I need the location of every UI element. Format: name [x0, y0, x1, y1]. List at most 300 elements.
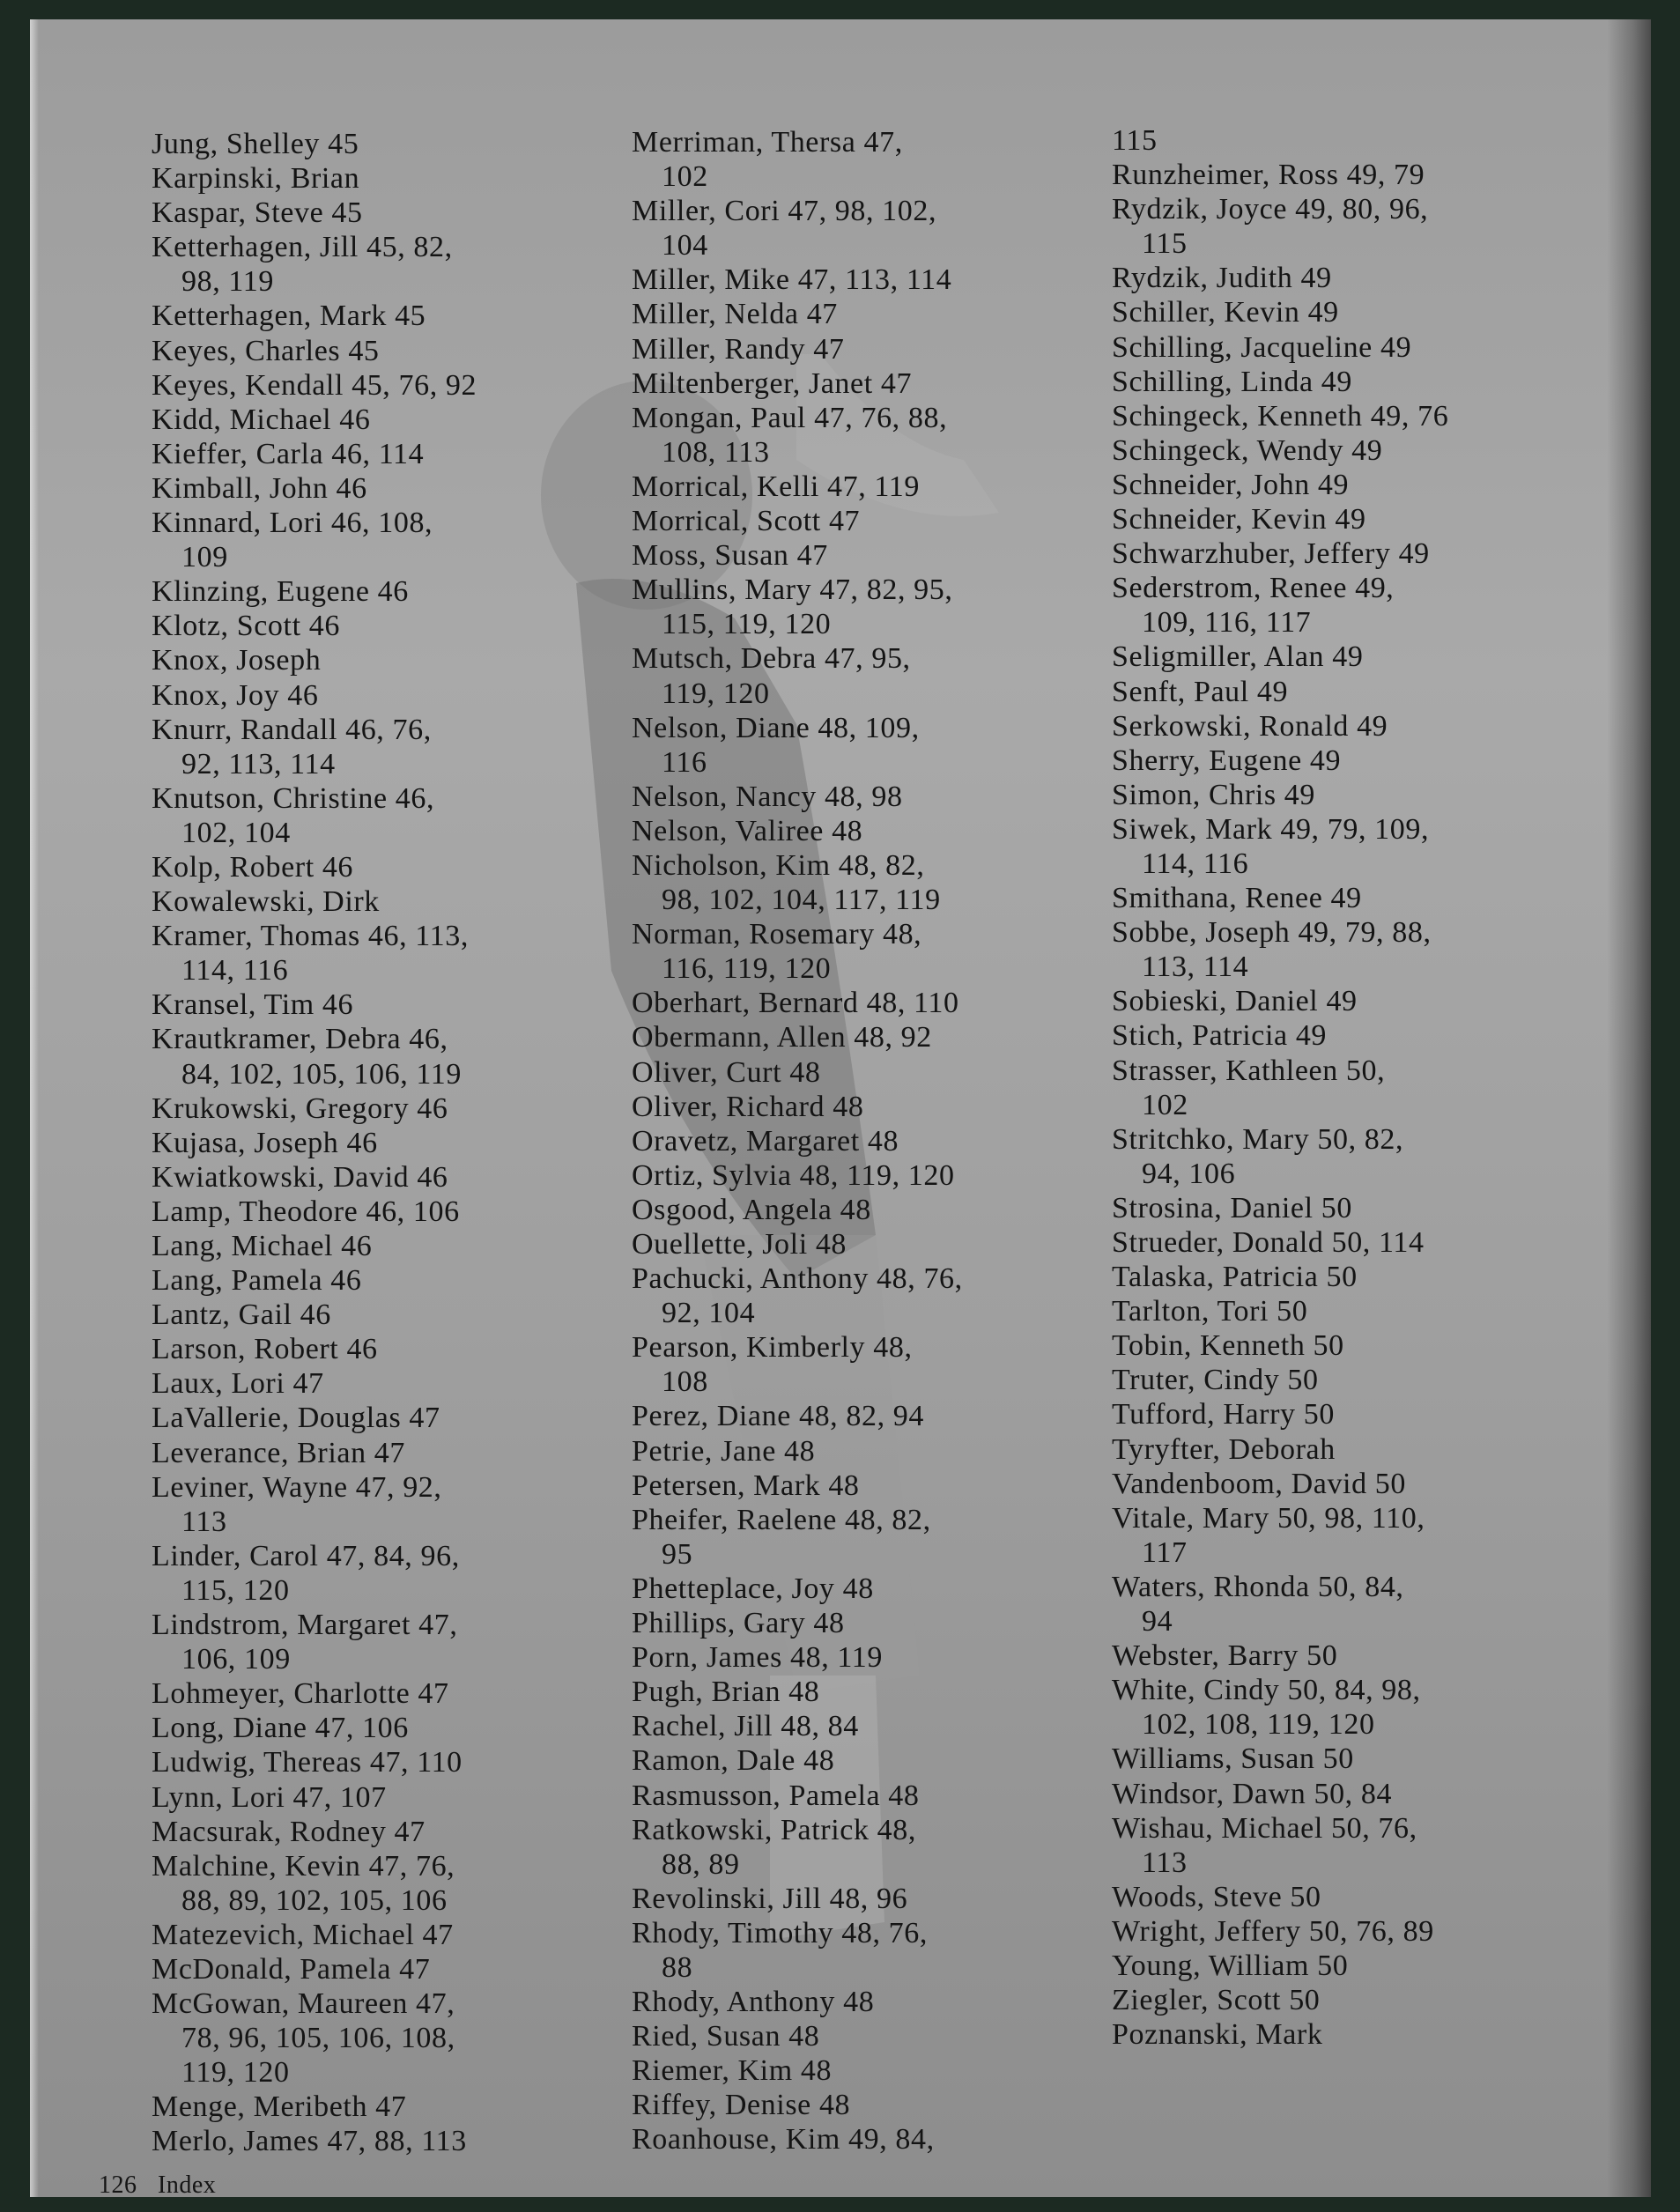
index-entry: [1112, 365, 1448, 399]
index-entry: [632, 1469, 963, 1503]
index-entry: [152, 988, 477, 1022]
index-entry: [632, 2053, 963, 2088]
entry-name-line: Phetteplace, Joy 48: [632, 1572, 874, 1605]
entry-page-continuation: 115, 119, 120: [662, 608, 832, 641]
index-entry: [1112, 1880, 1448, 1914]
entry-name-line: Wright, Jeffery 50, 76, 89: [1112, 1914, 1434, 1948]
index-entry: [632, 1779, 963, 1813]
index-entry: [632, 263, 963, 297]
entry-name-line: Malchine, Kevin 47, 76,: [152, 1849, 455, 1883]
entry-name-line: Senft, Paul 49: [1112, 675, 1289, 708]
entry-name-line: Keyes, Kendall 45, 76, 92: [152, 368, 477, 402]
entry-name-line: Laux, Lori 47: [152, 1367, 324, 1401]
index-entry: [152, 1986, 477, 2090]
index-entry: [152, 230, 477, 299]
entry-name-line: Riemer, Kim 48: [632, 2054, 833, 2088]
entry-page-continuation: 109, 116, 117: [1142, 606, 1312, 640]
entry-name-line: Runzheimer, Ross 49, 79: [1112, 159, 1425, 192]
entry-name-line: Kramer, Thomas 46, 113,: [152, 920, 469, 953]
entry-name-line: Oliver, Curt 48: [632, 1055, 821, 1089]
entry-name-line: Rachel, Jill 48, 84: [632, 1710, 859, 1743]
index-entry: [152, 1470, 477, 1539]
index-entry: [1112, 881, 1448, 915]
entry-name-line: Schingeck, Kenneth 49, 76: [1112, 399, 1449, 433]
entry-name-line: Miller, Randy 47: [632, 332, 845, 366]
entry-name-line: Klinzing, Eugene 46: [152, 575, 409, 609]
index-entry: [632, 332, 963, 366]
index-entry: [1112, 709, 1448, 743]
entry-name-line: Menge, Meribeth 47: [152, 2090, 407, 2124]
entry-name-line: Knutson, Christine 46,: [152, 781, 435, 815]
index-entry: [632, 538, 963, 573]
entry-name-line: Long, Diane 47, 106: [152, 1712, 409, 1745]
index-entry: [1112, 1328, 1448, 1363]
entry-name-line: Miltenberger, Janet 47: [632, 366, 913, 400]
index-entry: [632, 1985, 963, 2019]
index-entry: [1112, 571, 1448, 640]
index-entry: [152, 2090, 477, 2124]
entry-page-continuation: 102: [662, 160, 708, 194]
index-entry: [1112, 192, 1448, 261]
entry-name-line: Knox, Joy 46: [152, 678, 319, 712]
index-entry: [1112, 1501, 1448, 1570]
entry-name-line: Poznanski, Mark: [1112, 2018, 1323, 2052]
index-entry: [1112, 433, 1448, 468]
entry-name-line: Osgood, Angela 48: [632, 1193, 871, 1226]
index-entry: [632, 1882, 963, 1916]
entry-page-continuation: 117: [1142, 1535, 1188, 1569]
entry-name-line: McDonald, Pamela 47: [152, 1952, 431, 1986]
entry-name-line: 115: [1112, 124, 1158, 157]
entry-name-line: Stich, Patricia 49: [1112, 1019, 1328, 1053]
entry-name-line: Oberhart, Bernard 48, 110: [632, 987, 959, 1020]
entry-name-line: Ketterhagen, Mark 45: [152, 300, 426, 333]
entry-name-line: Pachucki, Anthony 48, 76,: [632, 1262, 963, 1296]
page-number: 126: [99, 2171, 137, 2197]
index-entry: [1112, 675, 1448, 709]
index-entry: [1112, 915, 1448, 984]
entry-name-line: Seligmiller, Alan 49: [1112, 640, 1364, 674]
entry-page-continuation: 94: [1142, 1605, 1173, 1639]
entry-page-continuation: 116, 119, 120: [662, 952, 832, 986]
entry-name-line: Knox, Joseph: [152, 644, 322, 677]
entry-name-line: Williams, Susan 50: [1112, 1742, 1354, 1776]
entry-name-line: Sederstrom, Renee 49,: [1112, 572, 1395, 605]
entry-page-continuation: 98, 102, 104, 117, 119: [662, 884, 941, 917]
entry-page-continuation: 113: [1142, 1846, 1188, 1879]
entry-name-line: Rhody, Anthony 48: [632, 1986, 875, 2019]
index-entry: [632, 1503, 963, 1572]
entry-name-line: Nelson, Nancy 48, 98: [632, 780, 903, 813]
entry-name-line: Smithana, Renee 49: [1112, 882, 1362, 915]
index-entry: [152, 1815, 477, 1849]
index-entry: [1112, 1432, 1448, 1467]
entry-name-line: Strasser, Kathleen 50,: [1112, 1054, 1386, 1087]
index-entry: [1112, 1225, 1448, 1260]
entry-name-line: McGowan, Maureen 47,: [152, 1987, 455, 2021]
index-entry: [632, 1090, 963, 1124]
entry-name-line: White, Cindy 50, 84, 98,: [1112, 1674, 1421, 1707]
index-entry: [152, 1126, 477, 1160]
yearbook-page: [30, 19, 1651, 2197]
entry-name-line: Obermann, Allen 48, 92: [632, 1021, 932, 1054]
entry-name-line: Krukowski, Gregory 46: [152, 1091, 448, 1125]
index-entry: [152, 368, 477, 403]
index-entry: [152, 2124, 477, 2158]
index-entry: [152, 299, 477, 333]
entry-page-continuation: 102, 108, 119, 120: [1142, 1708, 1375, 1742]
index-entry: [152, 678, 477, 713]
index-entry: [1112, 1639, 1448, 1673]
entry-name-line: Rydzik, Judith 49: [1112, 262, 1332, 295]
index-entry: [632, 125, 963, 194]
index-entry: [632, 1020, 963, 1054]
index-entry: [1112, 1363, 1448, 1397]
entry-name-line: Pugh, Brian 48: [632, 1676, 820, 1709]
page-gutter-shadow: [1607, 19, 1651, 2197]
index-entry: [152, 1711, 477, 1745]
index-entry: [632, 1158, 963, 1193]
entry-page-continuation: 108, 113: [662, 435, 770, 469]
entry-name-line: Nelson, Diane 48, 109,: [632, 711, 920, 744]
entry-name-line: Pheifer, Raelene 48, 82,: [632, 1503, 931, 1536]
index-entry: [1112, 778, 1448, 812]
index-entry: [152, 506, 477, 574]
index-column-1: [152, 127, 477, 2159]
index-entry: [1112, 1467, 1448, 1501]
entry-name-line: Woods, Steve 50: [1112, 1880, 1321, 1913]
entry-name-line: Schingeck, Wendy 49: [1112, 433, 1383, 467]
index-entry: [1112, 399, 1448, 433]
entry-name-line: Waters, Rhonda 50, 84,: [1112, 1570, 1404, 1603]
entry-page-continuation: 119, 120: [181, 2056, 290, 2090]
entry-name-line: Schneider, Kevin 49: [1112, 503, 1366, 536]
entry-name-line: Kidd, Michael 46: [152, 403, 371, 436]
index-entry: [1112, 295, 1448, 329]
index-entry: [152, 1298, 477, 1332]
index-entry: [632, 2122, 963, 2157]
entry-name-line: LaVallerie, Douglas 47: [152, 1402, 440, 1435]
entry-name-line: Ziegler, Scott 50: [1112, 1984, 1321, 2017]
index-entry: [1112, 1018, 1448, 1053]
entry-name-line: Sherry, Eugene 49: [1112, 743, 1342, 777]
index-entry: [632, 573, 963, 641]
entry-name-line: Norman, Rosemary 48,: [632, 918, 922, 951]
entry-name-line: Kolp, Robert 46: [152, 850, 354, 884]
index-entry: [632, 1675, 963, 1709]
index-entry: [632, 711, 963, 780]
entry-name-line: Kujasa, Joseph 46: [152, 1126, 378, 1159]
entry-name-line: Tufford, Harry 50: [1112, 1398, 1335, 1432]
entry-page-continuation: 115, 120: [181, 1573, 290, 1607]
entry-page-continuation: 108: [662, 1365, 708, 1399]
entry-name-line: Ratkowski, Patrick 48,: [632, 1813, 916, 1846]
entry-name-line: Leverance, Brian 47: [152, 1436, 405, 1469]
index-entry: [1112, 1191, 1448, 1225]
entry-name-line: Karpinski, Brian: [152, 162, 360, 196]
index-entry: [1112, 330, 1448, 365]
index-entry: [152, 1195, 477, 1229]
entry-name-line: Larson, Robert 46: [152, 1333, 378, 1366]
index-entry: [632, 917, 963, 986]
entry-name-line: Oravetz, Margaret 48: [632, 1124, 899, 1158]
entry-name-line: Windsor, Dawn 50, 84: [1112, 1777, 1393, 1810]
index-entry: [1112, 1294, 1448, 1328]
index-entry: [632, 1743, 963, 1778]
index-entry: [632, 1193, 963, 1227]
entry-name-line: Lamp, Theodore 46, 106: [152, 1195, 460, 1228]
index-entry: [632, 1124, 963, 1158]
entry-name-line: Rasmusson, Pamela 48: [632, 1779, 920, 1812]
index-entry: [152, 713, 477, 781]
index-entry: [152, 1401, 477, 1435]
entry-name-line: Linder, Carol 47, 84, 96,: [152, 1539, 460, 1572]
entry-page-continuation: 104: [662, 229, 708, 263]
entry-name-line: Truter, Cindy 50: [1112, 1364, 1319, 1397]
index-entry: [1112, 1054, 1448, 1122]
entry-name-line: Vitale, Mary 50, 98, 110,: [1112, 1501, 1425, 1535]
index-entry: [632, 848, 963, 917]
index-entry: [152, 1366, 477, 1401]
index-entry: [152, 1091, 477, 1126]
entry-name-line: Revolinski, Jill 48, 96: [632, 1882, 908, 1915]
entry-name-line: Kinnard, Lori 46, 108,: [152, 507, 433, 540]
index-entry: [152, 919, 477, 988]
entry-name-line: Kimball, John 46: [152, 471, 367, 505]
entry-name-line: Macsurak, Rodney 47: [152, 1815, 426, 1848]
entry-name-line: Vandenboom, David 50: [1112, 1467, 1407, 1500]
entry-name-line: Siwek, Mark 49, 79, 109,: [1112, 812, 1430, 846]
entry-name-line: Talaska, Patricia 50: [1112, 1261, 1358, 1294]
entry-name-line: Petersen, Mark 48: [632, 1469, 860, 1502]
entry-name-line: Lantz, Gail 46: [152, 1298, 331, 1332]
index-entry: [152, 781, 477, 850]
entry-name-line: Krautkramer, Debra 46,: [152, 1023, 448, 1056]
page-edge-highlight: [30, 19, 39, 2197]
entry-name-line: Tarlton, Tori 50: [1112, 1295, 1308, 1328]
entry-name-line: Knurr, Randall 46, 76,: [152, 713, 432, 746]
index-entry: [632, 194, 963, 263]
index-entry: [632, 1606, 963, 1640]
index-entry: [152, 1436, 477, 1470]
index-entry: [1112, 502, 1448, 536]
entry-page-continuation: 106, 109: [181, 1643, 291, 1676]
entry-name-line: Kaspar, Steve 45: [152, 196, 363, 230]
entry-name-line: Roanhouse, Kim 49, 84,: [632, 2123, 935, 2157]
entry-name-line: Schilling, Jacqueline 49: [1112, 330, 1412, 364]
entry-name-line: Kwiatkowski, David 46: [152, 1160, 448, 1194]
index-entry: [1112, 812, 1448, 881]
index-entry: [152, 1263, 477, 1298]
entry-name-line: Miller, Cori 47, 98, 102,: [632, 195, 937, 228]
index-column-3: [1112, 123, 1448, 2052]
entry-name-line: Nelson, Valiree 48: [632, 814, 863, 847]
entry-page-continuation: 92, 104: [662, 1297, 756, 1330]
index-entry: [632, 504, 963, 538]
entry-name-line: Schwarzhuber, Jeffery 49: [1112, 537, 1430, 571]
entry-page-continuation: 114, 116: [181, 954, 289, 988]
entry-name-line: Oliver, Richard 48: [632, 1090, 864, 1123]
entry-name-line: Klotz, Scott 46: [152, 610, 340, 643]
entry-name-line: Sobbe, Joseph 49, 79, 88,: [1112, 916, 1432, 950]
index-entry: [1112, 1742, 1448, 1776]
index-entry: [152, 574, 477, 609]
index-entry: [152, 127, 477, 161]
entry-name-line: Leviner, Wayne 47, 92,: [152, 1470, 442, 1504]
entry-name-line: Merlo, James 47, 88, 113: [152, 2125, 467, 2158]
entry-name-line: Morrical, Kelli 47, 119: [632, 470, 920, 503]
index-entry: [632, 780, 963, 814]
index-entry: [1112, 1570, 1448, 1639]
entry-name-line: Perez, Diane 48, 82, 94: [632, 1400, 924, 1433]
entry-name-line: Phillips, Gary 48: [632, 1607, 845, 1640]
index-entry: [152, 884, 477, 919]
entry-page-continuation: 116: [662, 745, 707, 779]
index-entry: [1112, 2017, 1448, 2052]
entry-name-line: Stritchko, Mary 50, 82,: [1112, 1122, 1404, 1156]
index-entry: [152, 1539, 477, 1608]
entry-name-line: Petrie, Jane 48: [632, 1434, 816, 1468]
entry-page-continuation: 109: [181, 541, 228, 574]
entry-name-line: Sobieski, Daniel 49: [1112, 985, 1358, 1018]
entry-name-line: Ramon, Dale 48: [632, 1744, 835, 1778]
index-entry: [1112, 1122, 1448, 1191]
index-entry: [632, 814, 963, 848]
index-entry: [1112, 1983, 1448, 2017]
index-entry: [632, 297, 963, 331]
entry-name-line: Miller, Mike 47, 113, 114: [632, 263, 952, 297]
index-entry: [1112, 743, 1448, 778]
entry-name-line: Rydzik, Joyce 49, 80, 96,: [1112, 193, 1429, 226]
index-entry: [1112, 984, 1448, 1018]
entry-name-line: Lang, Pamela 46: [152, 1264, 362, 1298]
index-entry: [1112, 1260, 1448, 1294]
index-entry: [632, 1055, 963, 1090]
entry-name-line: Mutsch, Debra 47, 95,: [632, 642, 911, 676]
entry-page-continuation: 84, 102, 105, 106, 119: [181, 1057, 462, 1091]
index-entry: [152, 1918, 477, 1952]
entry-page-continuation: 102: [1142, 1088, 1188, 1121]
index-entry: [152, 403, 477, 437]
index-entry: [1112, 261, 1448, 295]
entry-page-continuation: 114, 116: [1142, 847, 1249, 880]
entry-page-continuation: 78, 96, 105, 106, 108,: [181, 2022, 455, 2055]
entry-name-line: Riffey, Denise 48: [632, 2089, 851, 2122]
index-entry: [632, 1227, 963, 1261]
index-entry: [152, 1229, 477, 1263]
entry-name-line: Morrical, Scott 47: [632, 505, 861, 538]
entry-name-line: Schiller, Kevin 49: [1112, 296, 1339, 329]
entry-name-line: Strosina, Daniel 50: [1112, 1191, 1352, 1224]
index-entry: [152, 850, 477, 884]
entry-name-line: Merriman, Thersa 47,: [632, 126, 903, 159]
entry-name-line: Lang, Michael 46: [152, 1230, 373, 1262]
entry-name-line: Ludwig, Thereas 47, 110: [152, 1746, 463, 1779]
index-entry: [1112, 158, 1448, 192]
entry-page-continuation: 88, 89: [662, 1847, 740, 1881]
entry-page-continuation: 88: [662, 1950, 693, 1984]
index-entry: [152, 437, 477, 471]
index-entry: [1112, 640, 1448, 674]
entry-name-line: Webster, Barry 50: [1112, 1639, 1338, 1673]
entry-name-line: Young, William 50: [1112, 1949, 1349, 1982]
index-entry: [152, 1952, 477, 1986]
entry-name-line: Mullins, Mary 47, 82, 95,: [632, 573, 953, 607]
entry-name-line: Keyes, Charles 45: [152, 334, 380, 367]
entry-name-line: Strueder, Donald 50, 114: [1112, 1226, 1425, 1259]
entry-name-line: Moss, Susan 47: [632, 539, 828, 573]
index-entry: [152, 1780, 477, 1815]
entry-name-line: Nicholson, Kim 48, 82,: [632, 848, 925, 882]
entry-name-line: Lohmeyer, Charlotte 47: [152, 1677, 449, 1711]
index-column-2: [632, 125, 963, 2157]
index-entry: [152, 1160, 477, 1195]
index-entry: [152, 609, 477, 643]
entry-page-continuation: 95: [662, 1537, 693, 1571]
index-entry: [152, 196, 477, 230]
index-entry: [152, 1608, 477, 1676]
index-entry: [152, 161, 477, 196]
index-entry: [632, 1572, 963, 1606]
index-entry: [152, 334, 477, 368]
entry-name-line: Lindstrom, Margaret 47,: [152, 1609, 458, 1642]
index-entry: [632, 1434, 963, 1469]
entry-name-line: Schneider, John 49: [1112, 468, 1350, 501]
entry-name-line: Tobin, Kenneth 50: [1112, 1329, 1344, 1363]
index-entry: [1112, 1914, 1448, 1949]
index-entry: [632, 401, 963, 470]
entry-page-continuation: 113, 114: [1142, 951, 1249, 984]
index-entry: [1112, 1949, 1448, 1983]
index-entry: [632, 366, 963, 401]
index-entry: [632, 2088, 963, 2122]
entry-name-line: Matezevich, Michael 47: [152, 1918, 454, 1951]
index-entry: [1112, 123, 1448, 158]
index-entry: [1112, 536, 1448, 571]
index-entry: [632, 1399, 963, 1433]
entry-name-line: Rhody, Timothy 48, 76,: [632, 1916, 928, 1949]
entry-name-line: Ortiz, Sylvia 48, 119, 120: [632, 1158, 955, 1192]
index-entry: [632, 1813, 963, 1882]
entry-name-line: Mongan, Paul 47, 76, 88,: [632, 401, 948, 434]
index-entry: [152, 1849, 477, 1918]
entry-name-line: Jung, Shelley 45: [152, 128, 359, 160]
index-entry: [632, 986, 963, 1020]
index-entry: [632, 1640, 963, 1675]
page-footer: [99, 2171, 230, 2197]
entry-page-continuation: 102, 104: [181, 816, 291, 849]
section-label: Index: [158, 2171, 217, 2197]
entry-name-line: Porn, James 48, 119: [632, 1641, 883, 1675]
entry-name-line: Schilling, Linda 49: [1112, 365, 1352, 398]
entry-name-line: Wishau, Michael 50, 76,: [1112, 1811, 1417, 1845]
entry-page-continuation: 88, 89, 102, 105, 106: [181, 1883, 448, 1917]
entry-name-line: Ouellette, Joli 48: [632, 1228, 847, 1261]
index-entry: [152, 471, 477, 506]
entry-name-line: Ketterhagen, Jill 45, 82,: [152, 231, 453, 264]
index-entry: [632, 1330, 963, 1399]
index-entry: [1112, 468, 1448, 502]
entry-name-line: Ried, Susan 48: [632, 2020, 820, 2053]
index-entry: [152, 1745, 477, 1779]
index-entry: [632, 641, 963, 710]
entry-page-continuation: 98, 119: [181, 265, 274, 299]
index-entry: [632, 1709, 963, 1743]
entry-page-continuation: 113: [181, 1505, 227, 1538]
entry-name-line: Miller, Nelda 47: [632, 298, 838, 331]
entry-page-continuation: 119, 120: [662, 677, 770, 710]
index-entry: [1112, 1397, 1448, 1432]
